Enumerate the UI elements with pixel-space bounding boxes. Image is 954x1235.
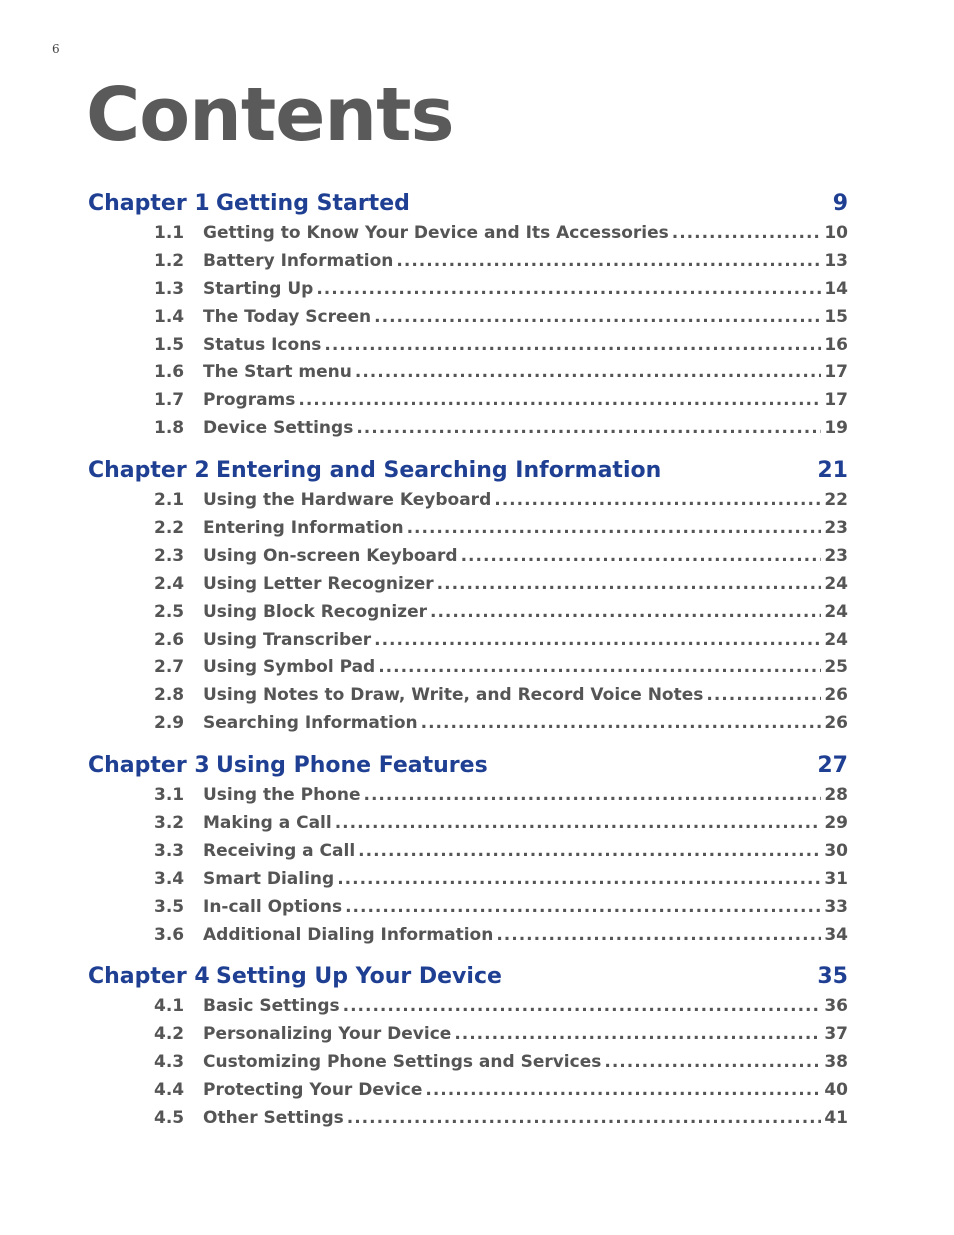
entry-title: Customizing Phone Settings and Services [203, 1052, 602, 1073]
entry-number: 4.3 [154, 1052, 185, 1073]
entry-page-number: 37 [824, 1024, 848, 1045]
dot-leader [316, 276, 821, 304]
toc-entry[interactable] [88, 1021, 848, 1049]
toc-entry[interactable] [88, 515, 848, 543]
entry-page-number: 15 [824, 306, 848, 327]
chapter-page: 35 [817, 964, 848, 990]
chapter-title: Using Phone Features [216, 753, 488, 779]
chapter-heading[interactable] [88, 455, 848, 487]
entry-page-number: 33 [824, 896, 848, 917]
entry-title: Status Icons [203, 334, 322, 355]
toc-entry[interactable] [88, 359, 848, 387]
entry-number: 2.5 [154, 601, 185, 622]
dot-leader [374, 627, 821, 655]
toc-entry[interactable] [88, 599, 848, 627]
dot-leader [298, 387, 821, 415]
dot-leader [358, 838, 821, 866]
entry-number: 2.8 [154, 685, 185, 706]
dot-leader [437, 571, 822, 599]
dot-leader [378, 654, 821, 682]
toc-entry[interactable] [88, 993, 848, 1021]
entry-number: 1.3 [154, 278, 185, 299]
entry-title: Using Symbol Pad [203, 657, 376, 678]
entry-number: 1.1 [154, 223, 185, 243]
entry-title: Using Notes to Draw, Write, and Record Voice Notes [203, 685, 704, 706]
entry-page-number: 14 [824, 278, 848, 299]
entry-page-number: 25 [824, 657, 848, 678]
chapter-label: Chapter 1 [88, 191, 210, 216]
chapter-title: Entering and Searching Information [216, 458, 662, 484]
entry-title: The Start menu [203, 362, 352, 383]
chapter-heading[interactable] [88, 750, 848, 782]
toc-entry[interactable] [88, 415, 848, 443]
entry-number: 3.3 [154, 840, 185, 861]
entry-title: Using Block Recognizer [203, 601, 427, 622]
entry-title: Searching Information [203, 713, 418, 734]
entry-page-number: 16 [824, 334, 848, 355]
entry-page-number: 17 [824, 390, 848, 411]
entry-number: 1.6 [154, 362, 185, 383]
entry-number: 3.2 [154, 813, 185, 834]
page-title: Contents [86, 72, 454, 158]
entry-title: Using Letter Recognizer [203, 573, 434, 594]
entry-title: Personalizing Your Device [203, 1024, 452, 1045]
dot-leader [335, 810, 822, 838]
entry-page-number: 41 [824, 1108, 848, 1129]
page-number: 6 [52, 42, 60, 56]
dot-leader [347, 1105, 822, 1133]
entry-number: 1.8 [154, 418, 185, 439]
chapter-label: Chapter 2 [88, 458, 210, 484]
entry-title: Using On-screen Keyboard [203, 545, 458, 566]
entry-number: 3.1 [154, 785, 185, 806]
dot-leader [461, 543, 822, 571]
dot-leader [324, 332, 821, 360]
entry-page-number: 24 [824, 629, 848, 650]
entry-page-number: 29 [824, 813, 848, 834]
dot-leader [355, 359, 821, 387]
entry-number: 4.5 [154, 1108, 185, 1129]
chapter-label: Chapter 3 [88, 753, 210, 779]
entry-number: 2.2 [154, 518, 185, 539]
toc-entry[interactable] [88, 304, 848, 332]
entry-title: In-call Options [203, 896, 343, 917]
entry-title: Starting Up [203, 278, 314, 299]
entry-title: Receiving a Call [203, 840, 356, 861]
toc-entry[interactable] [88, 654, 848, 682]
chapter-title: Getting Started [216, 191, 410, 216]
toc-entry[interactable] [88, 543, 848, 571]
entry-page-number: 30 [824, 840, 848, 861]
entry-title: Using the Hardware Keyboard [203, 490, 492, 511]
entry-title: Making a Call [203, 813, 332, 834]
dot-leader [604, 1049, 821, 1077]
entry-number: 4.2 [154, 1024, 185, 1045]
dot-leader [407, 515, 822, 543]
toc-entry[interactable] [88, 220, 848, 248]
entry-number: 1.7 [154, 390, 185, 411]
entry-page-number: 17 [824, 362, 848, 383]
entry-number: 2.6 [154, 629, 185, 650]
dot-leader [374, 304, 821, 332]
dot-leader [672, 220, 822, 248]
toc-entry[interactable] [88, 1077, 848, 1105]
toc-entry[interactable] [88, 838, 848, 866]
chapter-heading[interactable] [88, 961, 848, 993]
dot-leader [430, 599, 821, 627]
toc-entry[interactable] [88, 571, 848, 599]
entry-page-number: 19 [824, 418, 848, 439]
entry-number: 1.5 [154, 334, 185, 355]
entry-page-number: 22 [824, 490, 848, 511]
entry-number: 3.4 [154, 868, 185, 889]
dot-leader [356, 415, 821, 443]
chapter-title: Setting Up Your Device [216, 964, 502, 990]
dot-leader [496, 922, 821, 950]
dot-leader [425, 1077, 821, 1105]
entry-title: Using the Phone [203, 785, 361, 806]
toc-entry[interactable] [88, 332, 848, 360]
chapter-label: Chapter 4 [88, 964, 210, 990]
toc-entry[interactable] [88, 276, 848, 304]
chapter-page: 21 [817, 458, 848, 484]
dot-leader [343, 993, 822, 1021]
entry-number: 3.5 [154, 896, 185, 917]
entry-number: 2.3 [154, 545, 185, 566]
toc-entry[interactable] [88, 810, 848, 838]
toc-entry[interactable] [88, 866, 848, 894]
toc-entry[interactable] [88, 627, 848, 655]
entry-page-number: 26 [824, 685, 848, 706]
chapter-page: 9 [832, 191, 848, 216]
table-of-contents [88, 188, 848, 1145]
entry-title: Programs [203, 390, 296, 411]
toc-entry[interactable] [88, 782, 848, 810]
entry-page-number: 38 [824, 1052, 848, 1073]
chapter-section [88, 455, 848, 738]
entry-title: Other Settings [203, 1108, 344, 1129]
entry-title: Additional Dialing Information [203, 924, 494, 945]
dot-leader [421, 710, 822, 738]
toc-entry[interactable] [88, 487, 848, 515]
entry-page-number: 36 [824, 996, 848, 1017]
toc-entry[interactable] [88, 1049, 848, 1077]
entry-title: Getting to Know Your Device and Its Accessories [203, 223, 669, 243]
toc-entry[interactable] [88, 248, 848, 276]
chapter-section [88, 188, 848, 443]
toc-entry[interactable] [88, 682, 848, 710]
entry-number: 2.9 [154, 713, 185, 734]
dot-leader [706, 682, 821, 710]
entry-page-number: 23 [824, 518, 848, 539]
dot-leader [337, 866, 821, 894]
entry-number: 2.1 [154, 490, 185, 511]
entry-page-number: 40 [824, 1080, 848, 1101]
entry-title: Basic Settings [203, 996, 340, 1017]
dot-leader [345, 894, 821, 922]
entry-page-number: 23 [824, 545, 848, 566]
chapter-heading[interactable] [88, 188, 848, 220]
chapter-page: 27 [817, 753, 848, 779]
chapter-section [88, 961, 848, 1132]
dot-leader [396, 248, 821, 276]
entry-page-number: 13 [824, 250, 848, 271]
toc-entry[interactable] [88, 922, 848, 950]
toc-entry[interactable] [88, 1105, 848, 1133]
entry-title: Device Settings [203, 418, 354, 439]
entry-number: 2.4 [154, 573, 185, 594]
entry-number: 1.4 [154, 306, 185, 327]
entry-page-number: 26 [824, 713, 848, 734]
entry-title: Protecting Your Device [203, 1080, 423, 1101]
entry-page-number: 31 [824, 868, 848, 889]
entry-page-number: 24 [824, 573, 848, 594]
entry-number: 4.1 [154, 996, 185, 1017]
entry-title: Battery Information [203, 250, 394, 271]
entry-title: The Today Screen [203, 306, 372, 327]
entry-page-number: 34 [824, 924, 848, 945]
toc-entry[interactable] [88, 387, 848, 415]
entry-number: 4.4 [154, 1080, 185, 1101]
entry-page-number: 24 [824, 601, 848, 622]
dot-leader [494, 487, 821, 515]
entry-number: 2.7 [154, 657, 185, 678]
entry-page-number: 28 [824, 785, 848, 806]
entry-title: Using Transcriber [203, 629, 372, 650]
entry-number: 1.2 [154, 250, 185, 271]
dot-leader [454, 1021, 821, 1049]
entry-page-number: 10 [824, 223, 848, 243]
chapter-section [88, 750, 848, 949]
toc-entry[interactable] [88, 710, 848, 738]
entry-title: Smart Dialing [203, 868, 335, 889]
entry-number: 3.6 [154, 924, 185, 945]
dot-leader [364, 782, 822, 810]
toc-entry[interactable] [88, 894, 848, 922]
entry-title: Entering Information [203, 518, 404, 539]
